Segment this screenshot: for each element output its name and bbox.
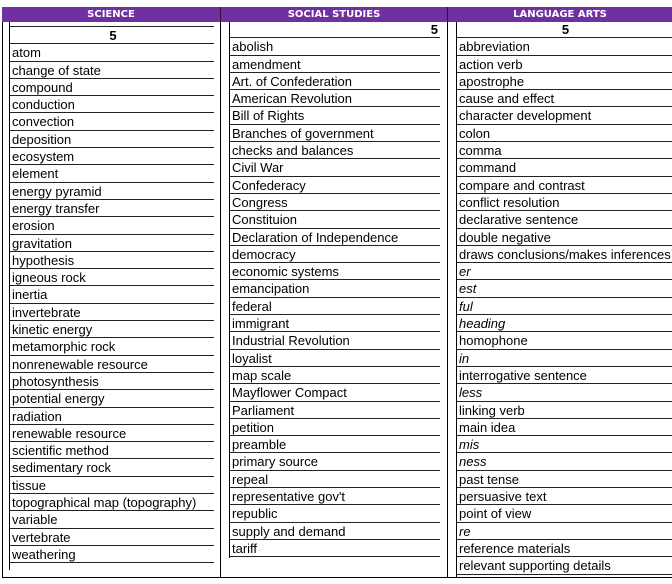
- term-row: amendment: [230, 56, 440, 73]
- term-row: hypothesis: [10, 252, 214, 269]
- term-row: Bill of Rights: [230, 107, 440, 124]
- term-row: tariff: [230, 540, 440, 557]
- term-row: republic: [230, 505, 440, 522]
- term-row: point of view: [457, 505, 672, 522]
- term-row: Civil War: [230, 159, 440, 176]
- term-row: action verb: [457, 56, 672, 73]
- term-row: draws conclusions/makes inferences: [459, 246, 671, 262]
- social-studies-column: [230, 21, 440, 557]
- term-row: comma: [457, 142, 672, 159]
- term-row: scientific method: [10, 442, 214, 459]
- term-row: radiation: [10, 408, 214, 425]
- term-row: gravitation: [10, 235, 214, 252]
- term-row: Declaration of Independence: [230, 229, 440, 246]
- social-studies-header: SOCIAL STUDIES: [221, 7, 448, 22]
- term-row: metamorphic rock: [10, 338, 214, 355]
- term-row: photosynthesis: [10, 373, 214, 390]
- term-row: conduction: [10, 96, 214, 113]
- language-arts-column: [457, 21, 672, 575]
- term-row: deposition: [10, 131, 214, 148]
- term-row: tissue: [10, 477, 214, 494]
- language-arts-grade: 5: [457, 21, 672, 38]
- term-row: past tense: [457, 471, 672, 488]
- term-row: petition: [230, 419, 440, 436]
- term-row: map scale: [230, 367, 440, 384]
- term-row: atom: [10, 44, 214, 61]
- term-row: abbreviation: [457, 38, 672, 55]
- term-row: Art. of Confederation: [230, 73, 440, 90]
- term-row: convection: [10, 113, 214, 130]
- term-row: compound: [10, 79, 214, 96]
- term-row: linking verb: [457, 402, 672, 419]
- term-row: mis: [457, 436, 672, 453]
- term-row: American Revolution: [230, 90, 440, 107]
- term-row: ness: [457, 453, 672, 470]
- term-row: loyalist: [230, 350, 440, 367]
- term-row: re: [457, 523, 672, 540]
- term-row: topographical map (topography): [10, 494, 214, 511]
- social-studies-grade: 5: [230, 21, 440, 38]
- term-row: apostrophe: [457, 73, 672, 90]
- term-row: invertebrate: [10, 304, 214, 321]
- term-row: er: [457, 263, 672, 280]
- language-arts-header: LANGUAGE ARTS: [448, 7, 672, 22]
- term-row: declarative sentence: [457, 211, 672, 228]
- term-row: kinetic energy: [10, 321, 214, 338]
- science-term-list: [10, 44, 214, 580]
- term-row: double negative: [457, 229, 672, 246]
- term-row: federal: [230, 298, 440, 315]
- term-row: less: [457, 384, 672, 401]
- term-row: nonrenewable resource: [10, 356, 214, 373]
- science-header: SCIENCE: [2, 7, 221, 22]
- term-row: potential energy: [10, 390, 214, 407]
- term-row: interrogative sentence: [457, 367, 672, 384]
- term-row: economic systems: [230, 263, 440, 280]
- term-row: energy transfer: [10, 200, 214, 217]
- term-row: Branches of government: [230, 125, 440, 142]
- term-row: main idea: [457, 419, 672, 436]
- empty-row: [10, 563, 214, 580]
- term-row: command: [457, 159, 672, 176]
- term-row: ful: [457, 298, 672, 315]
- column-divider-2: [447, 22, 448, 578]
- term-row: ecosystem: [10, 148, 214, 165]
- term-row: immigrant: [230, 315, 440, 332]
- term-row: primary source: [230, 453, 440, 470]
- term-row: energy pyramid: [10, 183, 214, 200]
- term-row: Congress: [230, 194, 440, 211]
- term-row: representative gov't: [230, 488, 440, 505]
- term-row: colon: [457, 125, 672, 142]
- term-row: inertia: [10, 286, 214, 303]
- term-row: Industrial Revolution: [230, 332, 440, 349]
- term-row: element: [10, 165, 214, 182]
- term-row: democracy: [230, 246, 440, 263]
- term-row: Mayflower Compact: [230, 384, 440, 401]
- term-row: sedimentary rock: [10, 459, 214, 476]
- term-row: in: [457, 350, 672, 367]
- term-row: repeal: [230, 471, 440, 488]
- term-row: conflict resolution: [457, 194, 672, 211]
- term-row: vertebrate: [10, 529, 214, 546]
- term-row: variable: [10, 511, 214, 528]
- term-row: preamble: [230, 436, 440, 453]
- term-row: persuasive text: [457, 488, 672, 505]
- term-row: Parliament: [230, 402, 440, 419]
- term-row: weathering: [10, 546, 214, 563]
- term-row: heading: [457, 315, 672, 332]
- language-arts-term-list: [457, 38, 672, 574]
- term-row: Confederacy: [230, 177, 440, 194]
- term-row: Constituion: [230, 211, 440, 228]
- term-row: checks and balances: [230, 142, 440, 159]
- term-row: igneous rock: [10, 269, 214, 286]
- term-row: reference materials: [457, 540, 672, 557]
- column-divider-1: [220, 22, 221, 578]
- term-row: compare and contrast: [457, 177, 672, 194]
- term-row: homophone: [457, 332, 672, 349]
- term-row: est: [457, 280, 672, 297]
- term-row: character development: [457, 107, 672, 124]
- term-row: emancipation: [230, 280, 440, 297]
- term-row: erosion: [10, 217, 214, 234]
- term-row: supply and demand: [230, 523, 440, 540]
- term-row: change of state: [10, 62, 214, 79]
- science-grade: 5: [10, 27, 214, 44]
- term-row: abolish: [230, 38, 440, 55]
- term-row: cause and effect: [457, 90, 672, 107]
- social-studies-term-list: [230, 38, 440, 557]
- term-row: renewable resource: [10, 425, 214, 442]
- science-column: [10, 26, 214, 581]
- term-row: relevant supporting details: [457, 557, 672, 574]
